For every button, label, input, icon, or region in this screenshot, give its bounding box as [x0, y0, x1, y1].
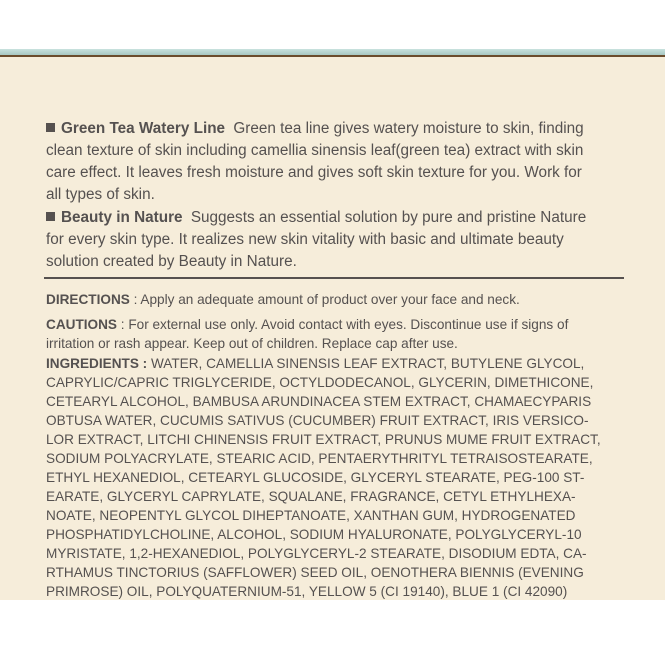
green-tea-section: [46, 118, 631, 206]
ingredients-line-2: CAPRYLIC/CAPRIC TRIGLYCERIDE, OCTYLDODECANOL, GLYCERIN, DIMETHICONE,: [46, 375, 594, 390]
cautions-label: CAUTIONS: [46, 317, 117, 332]
green-tea-line-2: clean texture of skin including camellia sinensis leaf(green tea) extract with skin: [46, 142, 584, 159]
ingredients-line-13: PRIMROSE) OIL, POLYQUATERNIUM-51, YELLOW 5 (CI 19140), BLUE 1 (CI 42090): [46, 584, 568, 599]
directions-label: DIRECTIONS: [46, 292, 130, 307]
square-bullet-icon: [46, 212, 55, 221]
beauty-in-nature-heading: Beauty in Nature: [61, 209, 183, 226]
green-tea-line-4: all types of skin.: [46, 186, 155, 203]
ingredients-line-12: RTHAMUS TINCTORIUS (SAFFLOWER) SEED OIL, OENOTHERA BIENNIS (EVENING: [46, 565, 584, 580]
product-label: [0, 55, 665, 600]
beauty-line-3: solution created by Beauty in Nature.: [46, 253, 297, 270]
green-tea-line-3: care effect. It leaves fresh moisture and gives soft skin texture for you. Work for: [46, 164, 582, 181]
square-bullet-icon: [46, 123, 55, 132]
ingredients-line-1: WATER, CAMELLIA SINENSIS LEAF EXTRACT, BUTYLENE GLYCOL,: [147, 356, 585, 371]
ingredients-line-7: ETHYL HEXANEDIOL, CETEARYL GLUCOSIDE, GLYCERYL STEARATE, PEG-100 ST-: [46, 470, 585, 485]
green-tea-line-1: Green tea line gives watery moisture to skin, finding: [233, 120, 584, 137]
beauty-line-2: for every skin type. It realizes new skin vitality with basic and ultimate beauty: [46, 231, 564, 248]
ingredients-line-8: EARATE, GLYCERYL CAPRYLATE, SQUALANE, FRAGRANCE, CETYL ETHYLHEXA-: [46, 489, 576, 504]
ingredients-line-10: PHOSPHATIDYLCHOLINE, ALCOHOL, SODIUM HYALURONATE, POLYGLYCERYL-10: [46, 527, 582, 542]
beauty-in-nature-section: [46, 207, 631, 273]
ingredients-line-5: LOR EXTRACT, LITCHI CHINENSIS FRUIT EXTRACT, PRUNUS MUME FRUIT EXTRACT,: [46, 432, 601, 447]
directions-block: [46, 290, 631, 309]
ingredients-line-9: NOATE, NEOPENTYL GLYCOL DIHEPTANOATE, XANTHAN GUM, HYDROGENATED: [46, 508, 576, 523]
green-tea-heading: Green Tea Watery Line: [61, 120, 226, 137]
ingredients-line-4: OBTUSA WATER, CUCUMIS SATIVUS (CUCUMBER) FRUIT EXTRACT, IRIS VERSICO-: [46, 413, 589, 428]
ingredients-label: INGREDIENTS :: [46, 356, 148, 371]
cautions-line-2: irritation or rash appear. Keep out of children. Replace cap after use.: [46, 336, 458, 351]
ingredients-line-3: CETEARYL ALCOHOL, BAMBUSA ARUNDINACEA STEM EXTRACT, CHAMAECYPARIS: [46, 394, 592, 409]
directions-text: : Apply an adequate amount of product over your face and neck.: [129, 292, 520, 307]
beauty-line-1: Suggests an essential solution by pure and pristine Nature: [190, 209, 587, 226]
cautions-block: [46, 315, 631, 353]
ingredients-block: [46, 354, 631, 601]
section-divider: [44, 277, 624, 279]
ingredients-line-11: MYRISTATE, 1,2-HEXANEDIOL, POLYGLYCERYL-2 STEARATE, DISODIUM EDTA, CA-: [46, 546, 587, 561]
ingredients-line-6: SODIUM POLYACRYLATE, STEARIC ACID, PENTAERYTHRITYL TETRAISOSTEARATE,: [46, 451, 593, 466]
cautions-line-1: : For external use only. Avoid contact with eyes. Discontinue use if signs of: [117, 317, 569, 332]
